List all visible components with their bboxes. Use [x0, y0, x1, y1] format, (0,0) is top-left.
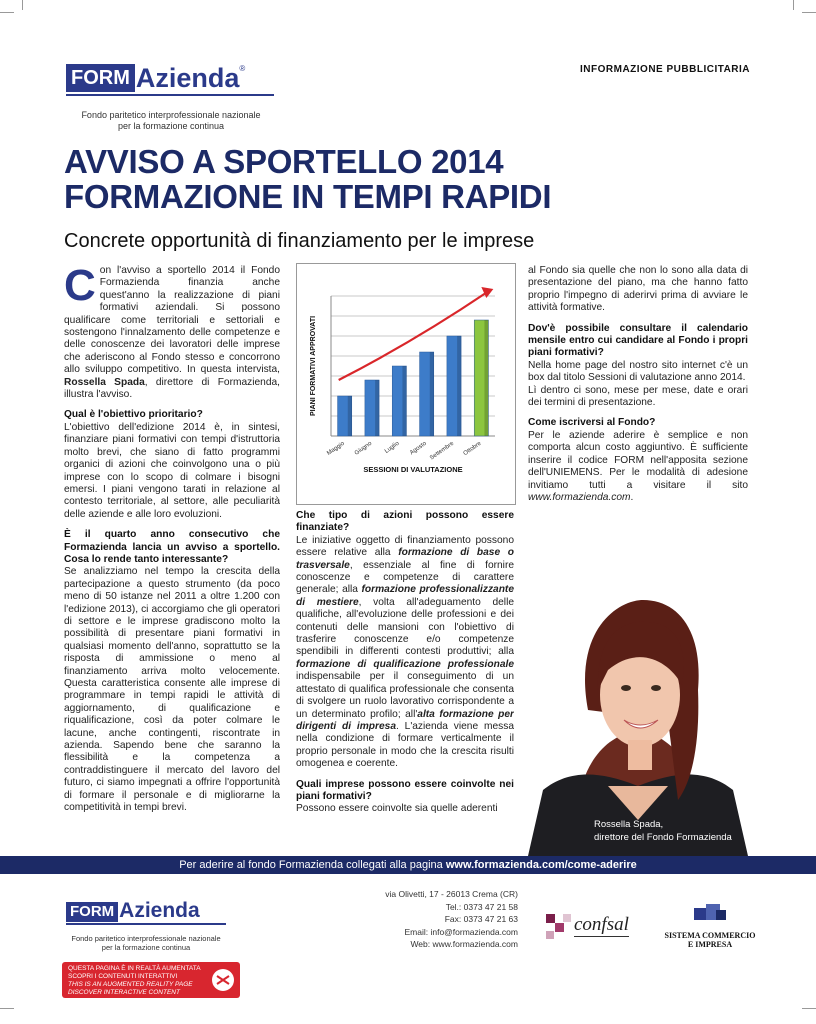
chart-tick-label: Luglio — [383, 440, 401, 455]
tagline-line-2: per la formazione continua — [117, 121, 225, 131]
answer-3-bold-4: alta formazione per dirigenti di impresa — [296, 708, 514, 732]
logo-tagline — [66, 110, 276, 132]
contact-address: via Olivetti, 17 - 26013 Crema (CR) — [385, 889, 518, 899]
chart-bar-shade — [457, 336, 461, 436]
answer-5-b: Lì dentro ci sono, mese per mese, date e orari dei termini di presentazione. — [528, 384, 748, 409]
portrait-photo — [528, 560, 748, 856]
chart-bar-shade — [348, 396, 352, 436]
title-line-1: AVVISO A SPORTELLO 2014 — [64, 143, 504, 180]
banner-text: Per aderire al fondo Formazienda collegati alla pagina — [179, 859, 446, 871]
chart-tick-label: Settembre — [429, 440, 456, 462]
crop-mark — [0, 1008, 14, 1009]
tagline-line-1: Fondo paritetico interprofessionale nazionale — [81, 110, 261, 120]
ar-line-1: QUESTA PAGINA È IN REALTÀ AUMENTATA — [68, 965, 201, 972]
question-2: È il quarto anno consecutivo che Formazienda lancia un avviso a sportello. Cosa lo rende tanto interessante? — [64, 529, 280, 565]
chart-bar-shade — [375, 380, 379, 436]
footer-tagline-1: Fondo paritetico interprofessionale nazionale — [71, 934, 221, 943]
answer-3-bold-1: formazione di base o trasversale — [296, 547, 514, 571]
chart-tick-label: Giugno — [353, 440, 374, 457]
intro-text: on l'avviso a sportello 2014 il Fondo Formazienda finanzia anche quest'anno la realizzazione di piani formativi aziendali. Si possono qualificare come territoriali e settoriali e sostengono l'innalzamento delle competenze e delle conoscenze dei lavoratori delle imprese che aderiscono al Fondo stesso e concorrono allo sviluppo competitivo. In questa intervista, — [64, 265, 280, 376]
ar-icon — [210, 967, 236, 993]
advertising-label: INFORMAZIONE PUBBLICITARIA — [580, 64, 751, 75]
answer-6 — [528, 430, 748, 504]
logo-azienda: Azienda — [135, 63, 240, 93]
caption-role: direttore del Fondo Formazienda — [594, 832, 732, 843]
footer-tagline — [66, 934, 226, 952]
answer-6-link[interactable]: www.formazienda.com — [528, 491, 631, 503]
footer-logo — [66, 900, 236, 925]
crop-mark — [802, 12, 816, 13]
footer-logo-azienda: Azienda — [119, 899, 200, 922]
confsal-text: confsal — [574, 914, 629, 935]
answer-6-text: Per le aziende aderire è semplice e non comporta alcun costo aggiuntivo. È sufficiente inserire il codice FORM nell'apposita sezione dell'UNIEMENS. Per le modalità di adesione invitiamo tutti a visitare il sito — [528, 429, 748, 491]
photo-caption — [594, 818, 732, 844]
contact-phone: Tel.: 0373 47 21 58 — [445, 901, 518, 912]
confsal-logo — [546, 908, 650, 942]
portrait-illustration — [528, 560, 748, 856]
confsal-mark-icon — [546, 914, 572, 940]
chart-x-label: SESSIONI DI VALUTAZIONE — [363, 465, 463, 474]
question-5: Dov'è possibile consultare il calendario mensile entro cui candidare al Fondo i propri piani formativi? — [528, 322, 748, 359]
chart-tick-label: Agosto — [409, 440, 428, 457]
formazienda-logo — [66, 64, 276, 96]
sistema-line-1: SISTEMA COMMERCIO — [664, 931, 756, 940]
column-2 — [296, 510, 514, 865]
intro-paragraph — [64, 265, 280, 401]
contact-fax: Fax: 0373 47 21 63 — [444, 914, 518, 925]
question-1: Qual è l'obiettivo prioritario? — [64, 409, 203, 421]
crop-mark — [22, 0, 23, 10]
banner-link[interactable]: www.formazienda.com/come-aderire — [445, 859, 637, 871]
answer-3-part-2: , essenziale al fine di fornire conoscenze e competenze di carattere generale; alla — [296, 559, 514, 596]
answer-3-part-5: . L'azienda viene messa nella condizione di formare verticalmente il proprio personale in modo che la crescita risulti omogenea e coerente. — [296, 720, 514, 770]
footer-logo-rule — [66, 923, 226, 925]
chart-y-label: PIANI FORMATIVI APPROVATI — [310, 315, 317, 417]
sistema-icon — [690, 902, 730, 926]
ar-line-4: DISCOVER INTERACTIVE CONTENT — [68, 989, 180, 996]
answer-6-end: . — [630, 491, 634, 503]
column-1 — [64, 265, 280, 865]
chart-bar-shade — [402, 366, 406, 436]
chart-tick-label: Ottobre — [462, 440, 483, 458]
answer-2: Se analizziamo nel tempo la crescita della partecipazione a questo strumento (da poco meno di 50 istanze nel 2011 a oltre 1.200 con l'edizione 2013), ci accorgiamo che gli operatori di settore e le imprese gradiscono molto la possibilità di presentare piani formativi in qualsiasi momento dell'anno, soprattutto se la risposta di ammissione o meno al finanziamento arriva molto velocemente. Questa caratteristica consente alle imprese di programmare in tempi rapidi le attività di aggiornamento, di qualificazione e riqualificazione, così da poter colmare le lacune, anche contingenti, riscontrate in azienda. Sapendo bene che saranno la flessibilità e la competenza a contraddistinguere il mercato del lavoro del futuro, ci siamo impegnati a offrire l'opportunità di formare il personale e di migliorarne la competitività in tempi brevi. — [64, 566, 280, 814]
answer-3-part-4: indispensabile per il conseguimento di un attestato di qualifica professionale che consenta di svolgere un ruolo lavorativo corrispondente a un determinato profilo; all' — [296, 671, 514, 720]
chart-bar-shade — [430, 352, 434, 436]
drop-cap: C — [64, 265, 96, 310]
crop-mark — [0, 12, 14, 13]
contact-web[interactable]: Web: www.formazienda.com — [410, 939, 518, 950]
answer-3 — [296, 535, 514, 771]
contact-email[interactable]: Email: info@formazienda.com — [404, 926, 518, 937]
logo-rule — [66, 94, 274, 96]
page-subtitle: Concrete opportunità di finanziamento per le imprese — [64, 230, 535, 252]
crop-mark — [802, 1008, 816, 1009]
adhesion-banner — [0, 856, 816, 874]
chart-tick-label: Maggio — [326, 440, 346, 457]
answer-4-start: Possono essere coinvolte sia quelle aderenti — [296, 803, 498, 815]
question-4: Quali imprese possono essere coinvolte nei piani formativi? — [296, 778, 514, 802]
caption-name: Rossella Spada, — [594, 819, 664, 830]
question-6: Come iscriversi al Fondo? — [528, 417, 656, 429]
sistema-line-2: E IMPRESA — [687, 940, 733, 949]
footer-tagline-2: per la formazione continua — [101, 943, 191, 952]
question-3: Che tipo di azioni possono essere finanziate? — [296, 510, 514, 534]
sistema-commercio-logo — [660, 902, 760, 949]
logo-registered: ® — [239, 64, 246, 73]
ar-line-3: THIS IS AN AUGMENTED REALITY PAGE — [68, 981, 193, 988]
answer-3-bold-3: formazione di qualificazione professionale — [296, 658, 514, 670]
bar-chart-svg — [297, 264, 515, 504]
title-line-2: FORMAZIONE IN TEMPI RAPIDI — [64, 178, 552, 215]
intro-name: Rossella Spada — [64, 376, 145, 388]
column-3 — [528, 265, 748, 535]
answer-3-part-1: Le iniziative oggetto di finanziamento possono essere relative alla — [296, 534, 514, 559]
bar-chart — [296, 263, 516, 505]
logo-form: FORM — [66, 64, 135, 92]
footer-logo-form: FORM — [66, 902, 118, 922]
intro-end: , direttore di Formazienda, illustra l'avviso. — [64, 376, 280, 401]
answer-4-continued: al Fondo sia quelle che non lo sono alla data di presentazione del piano, ma che hanno fatto proprio l'impegno di aderirvi prima di avviare le attività formative. — [528, 265, 748, 314]
ar-line-2: SCOPRI I CONTENUTI INTERATTIVI — [68, 973, 178, 980]
answer-5: Nella home page del nostro sito internet c'è un box dal titolo Sessioni di valutazione anno 2014. — [528, 359, 748, 384]
contact-info — [340, 888, 518, 951]
answer-1: L'obiettivo dell'edizione 2014 è, in sintesi, finanziare piani formativi con tempi d'istruttoria molto brevi, che siano di fatto programmi organici di azioni che coinvolgono una o più imprese con lo scopo di colmare i bisogni emersi. I piani vengono tarati in relazione al contesto territoriale, al settore, alle peculiarità delle aziende e alle loro evoluzioni. — [64, 421, 280, 520]
answer-3-part-3: , volta all'adeguamento delle qualifiche, all'evoluzione delle professioni e dei contenuti delle mansioni con l'obiettivo di trasferire conoscenze e/o competenze spendibili in differenti contesti produttivi; alla — [296, 596, 514, 658]
augmented-reality-badge[interactable] — [62, 962, 240, 998]
page-title — [64, 144, 764, 214]
chart-bar-shade — [484, 320, 488, 436]
answer-3-bold-2: formazione professionalizzante di mestiere — [296, 584, 514, 608]
crop-mark — [793, 0, 794, 10]
